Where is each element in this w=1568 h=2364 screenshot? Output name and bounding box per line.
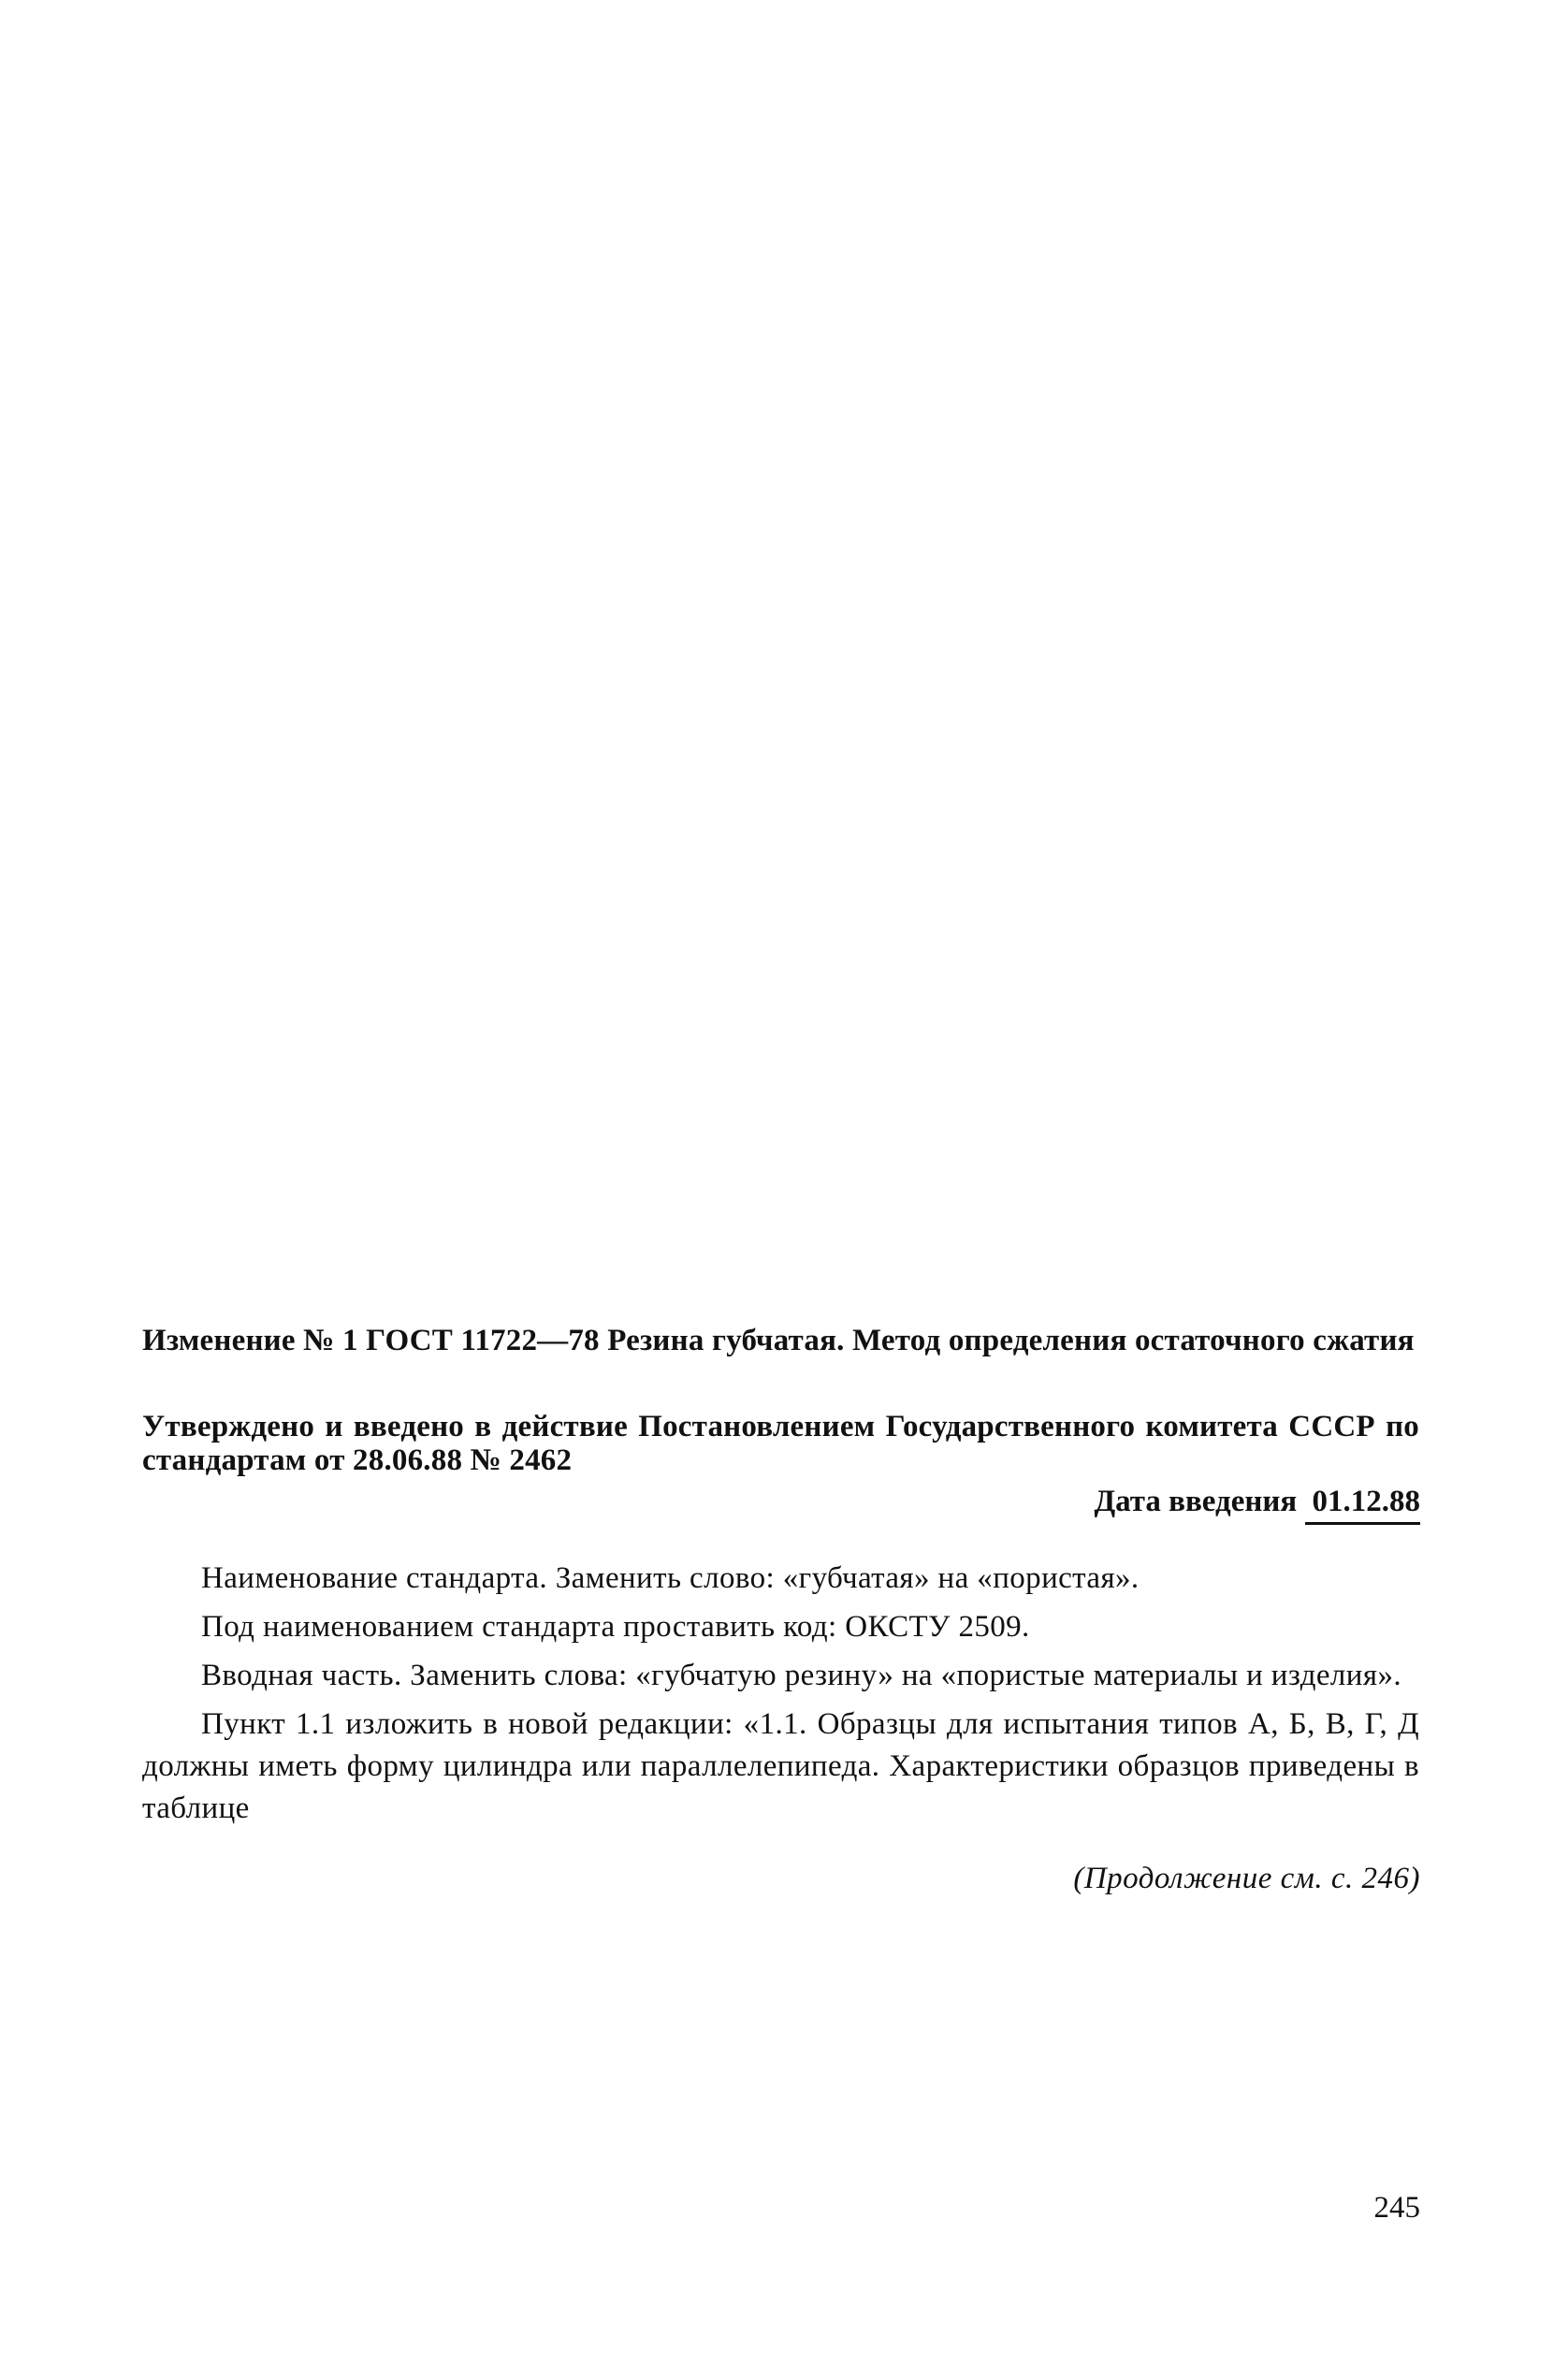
introduction-date-value: 01.12.88 (1305, 1485, 1421, 1525)
introduction-date-label: Дата введения (1094, 1485, 1298, 1518)
paragraph-okstu-code: Под наименованием стандарта проставить код: ОКСТУ 2509. (201, 1610, 1030, 1644)
paragraph-clause-1-1: Пункт 1.1 изложить в новой редакции: «1.1. Образцы для испытания типов А, Б, В, Г, Д должны иметь форму цилиндра или параллелепипеда. Характеристики образцов приведены в таблице (142, 1707, 1419, 1825)
amendment-title: Изменение № 1 ГОСТ 11722—78 Резина губчатая. Метод определения остаточного сжатия (142, 1324, 1415, 1357)
approval-statement: Утверждено и введено в действие Постановлением Государственного комитета СССР по стандартам от 28.06.88 № 2462 (142, 1410, 1419, 1477)
amendment-body (142, 1558, 1419, 1836)
page-number: 245 (1373, 2191, 1420, 2225)
introduction-date (1094, 1485, 1420, 1525)
paragraph-introduction: Вводная часть. Заменить слова: «губчатую резину» на «пористые материалы и изделия». (201, 1659, 1401, 1692)
continuation-note: (Продолжение см. с. 246) (1073, 1862, 1420, 1895)
paragraph-standard-name: Наименование стандарта. Заменить слово: «губчатая» на «пористая». (201, 1561, 1140, 1595)
